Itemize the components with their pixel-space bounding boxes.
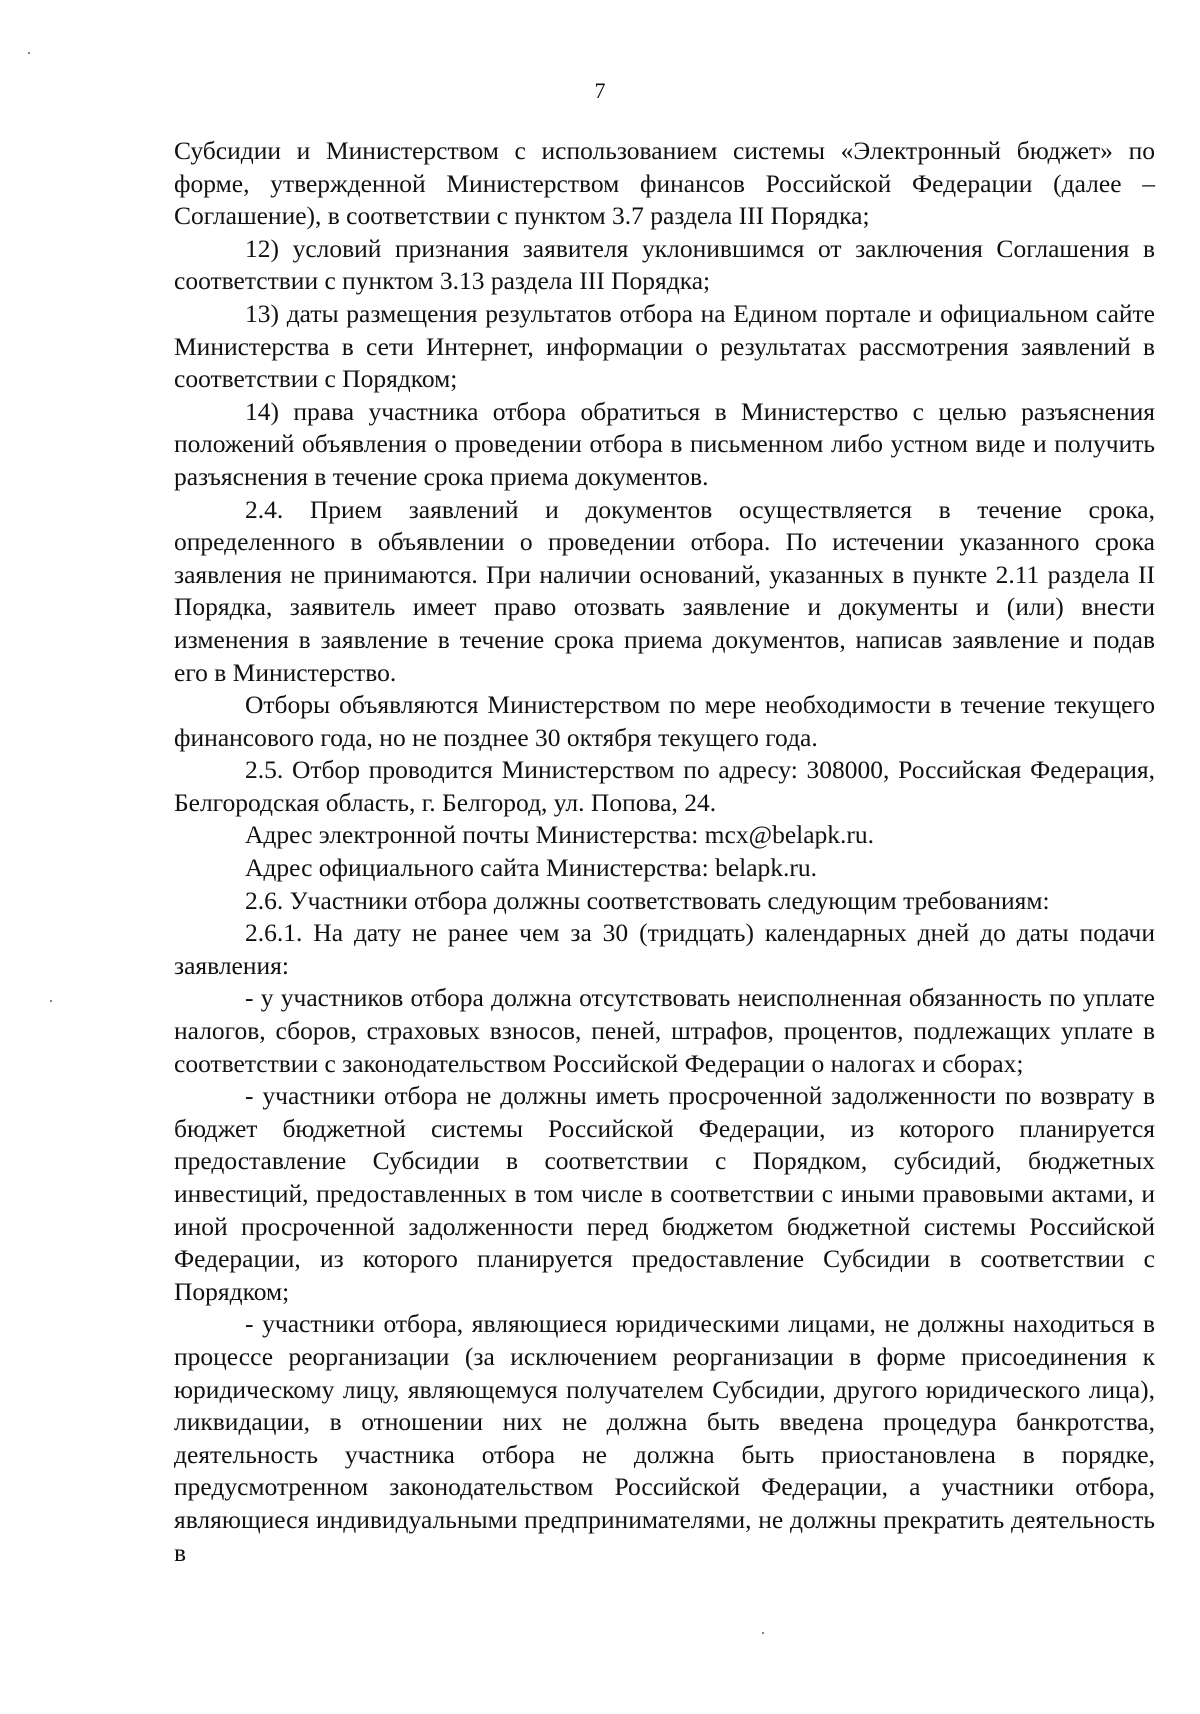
scan-speck: [762, 1632, 764, 1634]
paragraph-2-6-1: 2.6.1. На дату не ранее чем за 30 (тридцать) календарных дней до даты подачи заявления:: [174, 918, 1155, 980]
paragraph-item-12: 12) условий признания заявителя уклонившимся от заключения Соглашения в соответствии с пунктом 3.13 раздела III Порядка;: [174, 233, 1155, 296]
paragraph-item-13: 13) даты размещения результатов отбора на Едином портале и официальном сайте Министерства в сети Интернет, информации о результатах рассмотрения заявлений в соответствии с Порядком;: [174, 298, 1155, 394]
paragraph-2-6: 2.6. Участники отбора должны соответствовать следующим требованиям:: [245, 885, 1050, 915]
scan-speck: [28, 52, 30, 54]
paragraph-requirement-debt: - участники отбора не должны иметь просроченной задолженности по возврату в бюджет бюджетной системы Российской Федерации, из которого планируется предоставление Субсидии в соответствии с Порядком, субсидий, бюджетных инвестиций, предоставленных в том числе в соответствии с иными правовыми актами, и иной просроченной задолженности перед бюджетом бюджетной системы Российской Федерации, из которого планируется предоставление Субсидии в соответствии с Порядком;: [174, 1081, 1155, 1306]
paragraph-item-14: 14) права участника отбора обратиться в Министерство с целью разъяснения положений объявления о проведении отбора в письменном либо устном виде и получить разъяснения в течение срока приема документов.: [174, 396, 1155, 491]
paragraph-requirement-reorganization: - участники отбора, являющиеся юридическими лицами, не должны находиться в процессе реорганизации (за исключением реорганизации в форме присоединения к юридическому лицу, являющемуся получателем Субсидии, другого юридического лица), ликвидации, в отношении них не должна быть введена процедура банкротства, деятельность участника отбора не должна быть приостановлена в порядке, предусмотренном законодательством Российской Федерации, а участники отбора, являющиеся индивидуальными предпринимателями, не должны прекратить деятельность в: [174, 1309, 1155, 1567]
document-body: [174, 135, 1155, 1569]
paragraph-requirement-taxes: - у участников отбора должна отсутствовать неисполненная обязанность по уплате налогов, сборов, страховых взносов, пеней, штрафов, процентов, подлежащих уплате в соответствии с законодательством Российской Федерации о налогах и сборах;: [174, 983, 1155, 1078]
paragraph-email: Адрес электронной почты Министерства: mcx@belapk.ru.: [245, 820, 875, 850]
scan-speck: [50, 1000, 52, 1002]
page-number: 7: [594, 78, 606, 103]
paragraph-continuation: Субсидии и Министерством с использованием системы «Электронный бюджет» по форме, утвержденной Министерством финансов Российской Федерации (далее – Соглашение), в соответствии с пунктом 3.7 раздела III Порядка;: [174, 136, 1155, 231]
paragraph-2-4: 2.4. Прием заявлений и документов осуществляется в течение срока, определенного в объявлении о проведении отбора. По истечении указанного срока заявления не принимаются. При наличии оснований, указанных в пункте 2.11 раздела II Порядка, заявитель имеет право отозвать заявление и документы и (или) внести изменения в заявление в течение срока приема документов, написав заявление и подав его в Министерство.: [174, 494, 1155, 687]
paragraph-2-5: 2.5. Отбор проводится Министерством по адресу: 308000, Российская Федерация, Белгородская область, г. Белгород, ул. Попова, 24.: [174, 755, 1155, 817]
paragraph-selection-timing: Отборы объявляются Министерством по мере необходимости в течение текущего финансового года, но не позднее 30 октября текущего года.: [174, 690, 1155, 752]
paragraph-website: Адрес официального сайта Министерства: belapk.ru.: [245, 853, 818, 883]
